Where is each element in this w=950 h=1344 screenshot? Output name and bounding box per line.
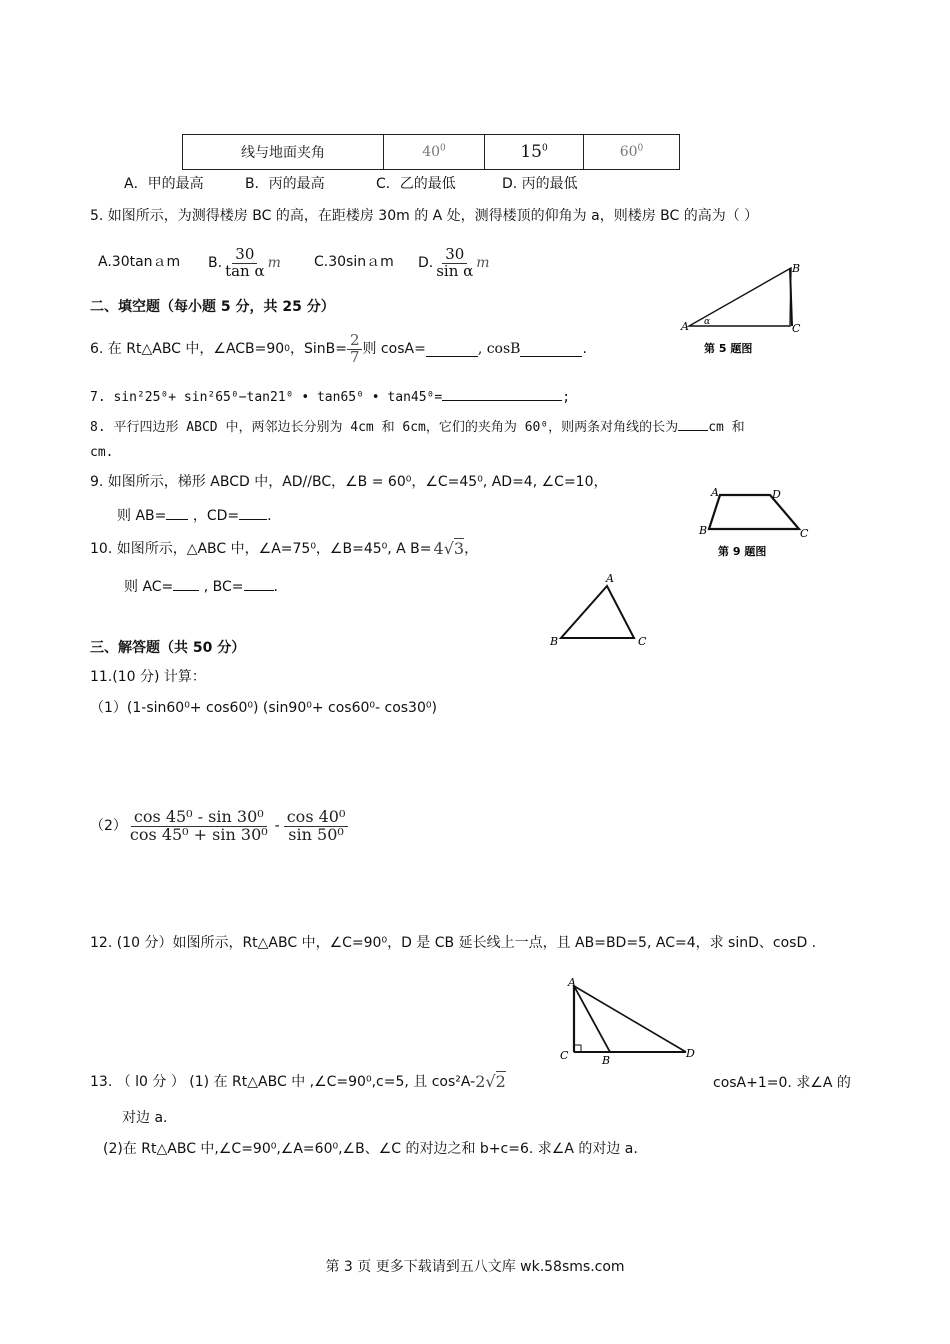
table-cell-40: $40^0$ <box>384 135 485 170</box>
q5-text: 5. 如图所示，为测得楼房 BC 的高，在距楼房 30m 的 A 处，测得楼顶的仰角为 a，则楼房 BC 的高为（ ） <box>90 208 759 224</box>
q5-option-b: B. $\frac{30}{\text{tan α}}$ m <box>208 244 281 280</box>
q8-line2: cm. <box>90 445 114 460</box>
q12-text: 12. (10 分）如图所示，Rt△ABC 中，∠C=90⁰，D 是 CB 延长线上一点，且 AB=BD=5, AC=4，求 sinD、cosD . <box>90 935 817 951</box>
fig9-caption: 第 9 题图 <box>718 545 767 558</box>
q11-title: 11.(10 分) 计算： <box>90 669 206 685</box>
q4-option-b: B．丙的最高 <box>245 176 325 192</box>
fig5-caption: 第 5 题图 <box>704 342 753 355</box>
fig5-label-c: C <box>792 322 801 335</box>
section-2-title: 二、填空题（每小题 5 分，共 25 分） <box>90 299 335 315</box>
q12-figure <box>556 976 706 1068</box>
q10-radical: 4√3 <box>433 539 465 558</box>
q9-figure <box>696 484 816 564</box>
fig10-label-b: B <box>550 635 559 648</box>
fig12-label-b: B <box>602 1054 611 1067</box>
q13-line1-a: 13. （ l0 分 ） (1) 在 Rt△ABC 中 ,∠C=90⁰,c=5, 且 cos²A- 2√2 <box>90 1072 506 1091</box>
q9-line2: 则 AB= ，CD= . <box>117 505 272 525</box>
q11-part1: （1）(1-sin60⁰+ cos60⁰) (sin90⁰+ cos60⁰- cos30⁰) <box>90 700 437 716</box>
q11-part2: （2） $\frac{\text{cos 45⁰ - sin 30⁰}}{\text{cos 45⁰ + sin 30⁰}}$ - $\frac{\text{cos 40⁰}}{\text{sin 50⁰}}$ <box>90 798 348 854</box>
q5-option-d: D. $\frac{30}{\text{sin α}}$ m <box>418 244 490 280</box>
fig9-label-d: D <box>772 488 781 501</box>
q7-text: 7. sin²25⁰+ sin²65⁰−tan21⁰ • tan65⁰ • tan45⁰= ; <box>90 386 570 407</box>
q10-line1: 10. 如图所示，△ABC 中，∠A=75⁰，∠B=45⁰, A B= 4√3 ， <box>90 539 479 558</box>
fig10-label-a: A <box>606 572 614 585</box>
q9-line1: 9. 如图所示，梯形 ABCD 中，AD//BC，∠B = 60⁰，∠C=45⁰, AD=4, ∠C=10， <box>90 474 608 490</box>
fig5-label-a: A <box>681 320 689 333</box>
q13-line1-b: cosA+1=0. 求∠A 的 <box>713 1075 851 1091</box>
table-row-label: 线与地面夹角 <box>183 135 384 170</box>
fig9-label-b: B <box>699 524 708 537</box>
q6-text: 6. 在 Rt△ABC 中，∠ACB=90 0 ，SinB= $\frac{2}{7}$ 则 cosA= , cosB . <box>90 330 587 366</box>
q4-option-a: A．甲的最高 <box>124 176 204 192</box>
fig9-label-c: C <box>800 527 809 540</box>
fig12-label-c: C <box>560 1049 569 1062</box>
q4-option-d: D. 丙的最低 <box>502 176 578 192</box>
q13-radical: 2√2 <box>475 1072 506 1091</box>
fig5-label-alpha: α <box>704 317 711 327</box>
q5-option-a: A.30tanａm <box>98 254 181 270</box>
table-cell-60: $60^0$ <box>584 135 680 170</box>
angle-table <box>182 134 680 170</box>
q8-line1: 8. 平行四边形 ABCD 中，两邻边长分别为 4cm 和 6cm，它们的夹角为 60⁰，则两条对角线的长为 cm 和 <box>90 416 745 437</box>
fig10-label-c: C <box>638 635 647 648</box>
q4-option-c: C．乙的最低 <box>376 176 456 192</box>
page-footer: 第 3 页 更多下载请到五八文库 wk.58sms.com <box>325 1259 625 1275</box>
section-3-title: 三、解答题（共 50 分） <box>90 640 246 656</box>
fig12-label-d: D <box>686 1047 695 1060</box>
fig12-label-a: A <box>568 976 576 989</box>
q10-line2: 则 AC= , BC= . <box>124 576 278 596</box>
q10-figure <box>548 570 658 650</box>
q5-figure <box>680 262 810 362</box>
fig5-label-b: B <box>792 262 801 275</box>
q13-line2: 对边 a. <box>122 1110 168 1126</box>
q5-option-c: C.30sinａm <box>314 254 394 270</box>
q13-line3: (2)在 Rt△ABC 中,∠C=90⁰,∠A=60⁰,∠B、∠C 的对边之和 b+c=6. 求∠A 的对边 a. <box>103 1141 638 1157</box>
fig9-label-a: A <box>711 486 719 499</box>
table-cell-15: $15^0$ <box>485 135 584 170</box>
